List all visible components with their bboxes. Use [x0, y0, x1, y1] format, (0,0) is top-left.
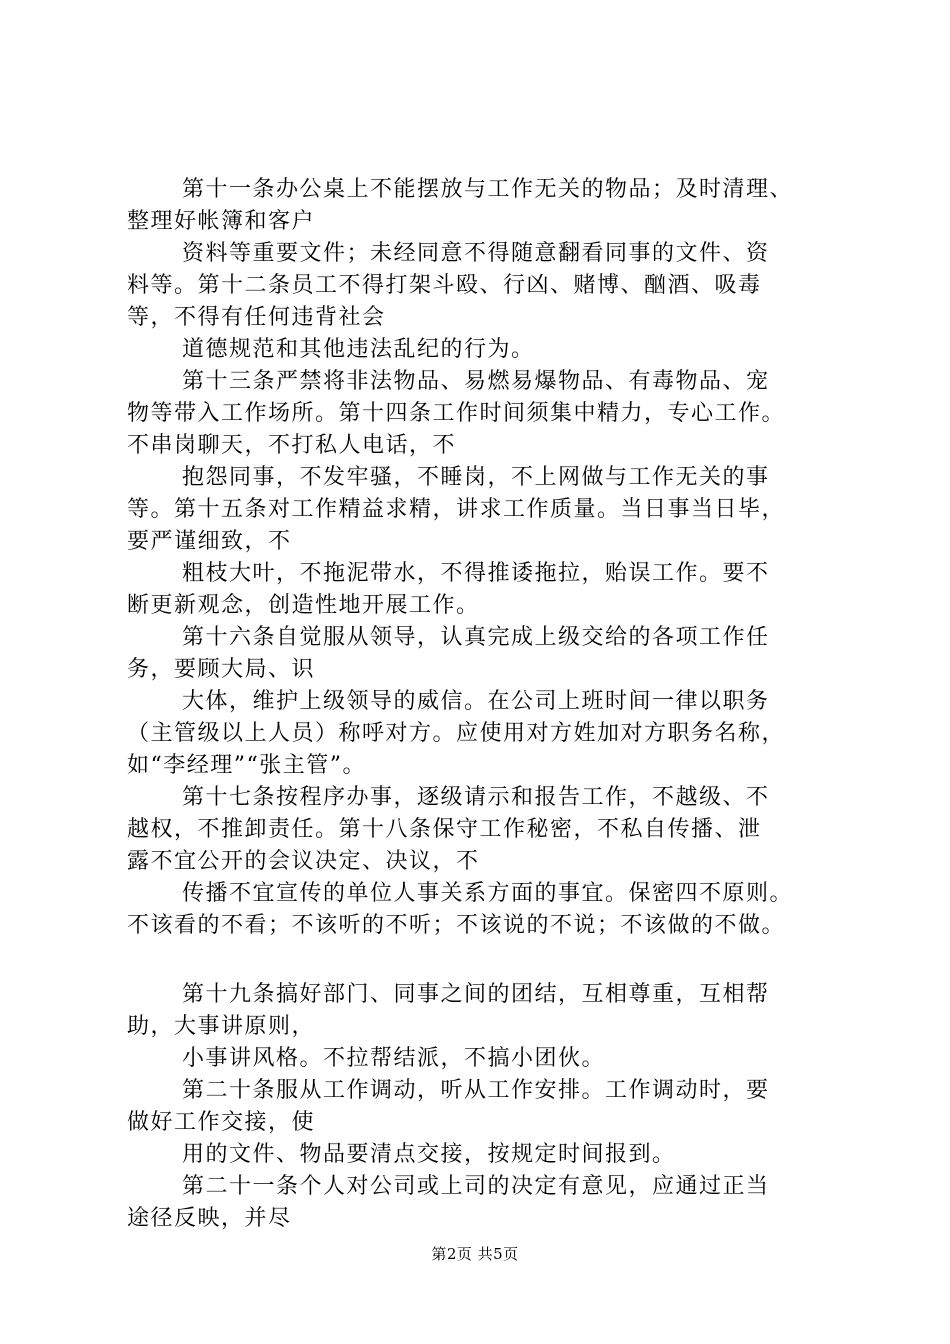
text-line: 做好工作交接，使: [127, 1110, 316, 1135]
text-line: （主管级以上人员）称呼对方。应使用对方姓加对方职务名称，: [127, 721, 786, 746]
text-line: 粗枝大叶，不拖泥带水，不得推诿拖拉，贻误工作。要不: [182, 561, 770, 586]
text-line: 第二十一条个人对公司或上司的决定有意见，应通过正当: [182, 1174, 770, 1199]
text-line: 要严谨细致，不: [127, 529, 292, 554]
text-line: 途径反映，并尽: [127, 1206, 292, 1231]
text-line: 等。第十五条对工作精益求精，讲求工作质量。当日事当日毕，: [127, 497, 786, 522]
text-line: 抱怨同事，不发牢骚，不睡岗，不上网做与工作无关的事: [182, 465, 770, 490]
text-line: 整理好帐簿和客户: [127, 209, 316, 234]
text-line: 道德规范和其他违法乱纪的行为。: [182, 337, 535, 362]
text-line: 小事讲风格。不拉帮结派，不搞小团伙。: [182, 1046, 606, 1071]
text-line: 第十九条搞好部门、同事之间的团结，互相尊重，互相帮: [182, 982, 770, 1007]
text-line: 第二十条服从工作调动，听从工作安排。工作调动时，要: [182, 1078, 770, 1103]
text-line: 第十一条办公桌上不能摆放与工作无关的物品；及时清理、: [182, 177, 794, 202]
text-line: 料等。第十二条员工不得打架斗殴、行凶、赌博、酗酒、吸毒: [127, 273, 762, 298]
text-line: 大体，维护上级领导的威信。在公司上班时间一律以职务: [182, 689, 770, 714]
text-line: 务，要顾大局、识: [127, 657, 316, 682]
text-line: 越权，不推卸责任。第十八条保守工作秘密，不私自传播、泄: [127, 817, 762, 842]
text-line: 资料等重要文件；未经同意不得随意翻看同事的文件、资: [182, 241, 770, 266]
text-line: 露不宜公开的会议决定、决议，不: [127, 849, 480, 874]
text-line: 助，大事讲原则，: [127, 1014, 316, 1039]
text-line: 第十三条严禁将非法物品、易燃易爆物品、有毒物品、宠: [182, 369, 770, 394]
text-line: 等，不得有任何违背社会: [127, 305, 386, 330]
page-number-footer: 第2页 共5页: [431, 1245, 519, 1263]
text-line: 如“李经理”“张主管”。: [127, 753, 366, 778]
text-line: 断更新观念，创造性地开展工作。: [127, 593, 480, 618]
text-line: 不该看的不看；不该听的不听；不该说的不说；不该做的不做。: [127, 913, 786, 938]
text-line: 物等带入工作场所。第十四条工作时间须集中精力，专心工作。: [127, 401, 786, 426]
body-text: [127, 174, 859, 1235]
text-line: 第十七条按程序办事，逐级请示和报告工作，不越级、不: [182, 785, 770, 810]
text-line: 不串岗聊天，不打私人电话，不: [127, 433, 457, 458]
text-line: 用的文件、物品要清点交接，按规定时间报到。: [182, 1142, 676, 1167]
paragraph-gap: [127, 942, 859, 979]
text-line: 传播不宜宣传的单位人事关系方面的事宜。保密四不原则。: [182, 881, 794, 906]
text-line: 第十六条自觉服从领导，认真完成上级交给的各项工作任: [182, 625, 770, 650]
